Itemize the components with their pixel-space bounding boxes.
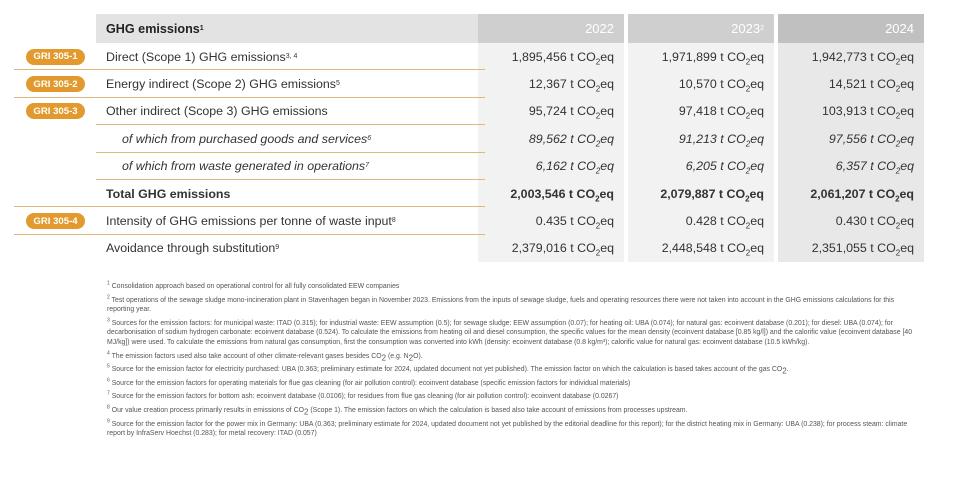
value-2022: 95,724 t $CO_2eq$	[478, 98, 624, 125]
gri-badge: GRI 305-4	[26, 213, 85, 229]
row-label: Energy indirect (Scope 2) GHG emissions 5	[106, 77, 340, 92]
value-2024: 103,913 t $CO_2eq$	[778, 98, 924, 125]
footnote-4: $^4$ The emission factors used also take account of other climate-relevant gases besides $CO_2$ (e.g. $N_2O$).	[107, 350, 423, 362]
unit-label: t $CO_2eq$	[570, 241, 614, 258]
table-row-scope1	[14, 43, 930, 70]
footnote-6: $^6$ Source for the emission factors for operating materials for flue gas cleaning (for air pollution control): ecoinvent database (specific emission factors for individual materials)	[107, 377, 631, 387]
value-2023: 97,418 t $CO_2eq$	[628, 98, 774, 125]
value-2023: 6,205 t $CO_2eq$	[628, 153, 774, 180]
unit-label: t $CO_2eq$	[870, 131, 914, 149]
row-label: of which from waste generated in operations 7	[122, 159, 370, 174]
value-2022: 2,379,016 t $CO_2eq$	[478, 235, 624, 262]
value-2024: 2,061,207 t $CO_2eq$	[778, 180, 924, 207]
footnote-5: $^5$ Source for the emission factor for electricity purchased: UBA (0.363; preliminary estimate for 2024, updated document not yet published). The emission factor on which the calculation is based takes account of the gas $CO_2$.	[107, 363, 789, 376]
unit-label: t $CO_2eq$	[570, 49, 614, 67]
row-label: Intensity of GHG emissions per tonne of waste input 8	[106, 214, 396, 229]
footnote-2: $^2$ Test operations of the sewage sludge mono-incineration plant in Stavenhagen began in November 2023. Emissions from the inputs of sewage sludge, fuels and operating resources there were not taken into account in the GHG emissions calculations for this reporting year.	[107, 294, 895, 314]
table-row-avoidance	[14, 235, 930, 262]
column-header-2024: 2024	[778, 14, 924, 43]
row-label: Avoidance through substitution 9	[106, 241, 280, 256]
value-2023: 1,971,899 t $CO_2eq$	[628, 43, 774, 70]
unit-label: t $CO_2eq$	[570, 104, 614, 121]
unit-label: t $CO_2eq$	[870, 77, 914, 94]
table-row-intensity	[14, 207, 930, 234]
unit-label: t $CO_2eq$	[720, 49, 764, 67]
value-2024: 1,942,773 t $CO_2eq$	[778, 43, 924, 70]
unit-label: t $CO_2eq$	[568, 186, 614, 204]
row-label: Direct (Scope 1) GHG emissions 3, 4	[106, 49, 298, 64]
table-header-row	[14, 14, 930, 43]
footnote-7: $^7$ Source for the emission factors for bottom ash: ecoinvent database (0.0106); for residues from flue gas cleaning (for air pollution control): ecoinvent database (0.0267)	[107, 391, 619, 401]
unit-label: t $CO_2eq$	[720, 159, 764, 176]
gri-badge: GRI 305-1	[26, 49, 85, 65]
unit-label: t $CO_2eq$	[720, 131, 764, 149]
unit-label: t $CO_2eq$	[868, 186, 914, 204]
row-label: of which from purchased goods and services 6	[122, 131, 372, 146]
unit-label: t $CO_2eq$	[570, 159, 614, 176]
value-2022: 1,895,456 t $CO_2eq$	[478, 43, 624, 70]
unit-label: t $CO_2eq$	[720, 104, 764, 121]
column-header-2022: 2022	[478, 14, 624, 43]
value-2024: 6,357 t $CO_2eq$	[778, 153, 924, 180]
unit-label: t $CO_2eq$	[720, 241, 764, 258]
footnotes	[107, 282, 922, 443]
gri-badge: GRI 305-3	[26, 103, 85, 119]
value-2022: 12,367 t $CO_2eq$	[478, 70, 624, 97]
value-2022: 89,562 t $CO_2eq$	[478, 125, 624, 152]
footnote-9: $^9$ Source for the emission factor for the power mix in Germany: UBA (0.363; preliminary estimate for 2024, updated document not yet published by the editorial deadline for this report); for the district heating mix in Germany: UBA (0.238); for process steam: climate report by InfraServ Hoechst (0.283); for metal recovery: ITAD (0.057)	[107, 418, 908, 438]
unit-label: t $CO_2eq$	[570, 131, 614, 149]
value-2024: 97,556 t $CO_2eq$	[778, 125, 924, 152]
unit-label: t $CO_2eq$	[870, 159, 914, 176]
unit-label: t $CO_2eq$	[720, 214, 764, 231]
gri-badge: GRI 305-2	[26, 76, 85, 92]
unit-label: t $CO_2eq$	[870, 214, 914, 231]
value-2022: 0.435 t $CO_2eq$	[478, 207, 624, 234]
unit-label: t $CO_2eq$	[870, 49, 914, 67]
unit-label: t $CO_2eq$	[870, 104, 914, 121]
footnote-3: $^3$ Sources for the emission factors: for municipal waste: ITAD (0.315); for industrial waste: EEW assumption (0.5); for sewage sludge: EEW assumption (0.07); for heating oil: UBA (0.074); for natural gas: ecoinvent database (0.201); for diesel: UBA (0.074); for decarbonisation of sodium hydrogen carbonate: ecoinvent database (0.524). To calculate the emissions from heating oil and diesel consumption, the specific values for the mean density (ecoinvent database [0.85 kg/l]) and the calorific value (ecoinvent database [40 MJ/kg]) were used. To calculate the emissions from natural gas consumption, first the consumption was converted into kWh (density: ecoinvent database (0.8 kg/m³); calorific value for natural gas: ecoinvent database (10.5 kWh/kg).	[107, 317, 913, 346]
unit-label: t $CO_2eq$	[720, 77, 764, 94]
unit-label: t $CO_2eq$	[570, 77, 614, 94]
value-2024: 14,521 t $CO_2eq$	[778, 70, 924, 97]
ghg-emissions-table	[14, 14, 930, 262]
table-row-total	[14, 180, 930, 207]
value-2022: 2,003,546 t $CO_2eq$	[478, 180, 624, 207]
table-row-waste-generated	[14, 153, 930, 180]
column-header-2023: 2023 2	[628, 14, 774, 43]
unit-label: t $CO_2eq$	[570, 214, 614, 231]
value-2024: 0.430 t $CO_2eq$	[778, 207, 924, 234]
table-row-scope3	[14, 98, 930, 125]
value-2023: 0.428 t $CO_2eq$	[628, 207, 774, 234]
unit-label: t $CO_2eq$	[718, 186, 764, 204]
value-2023: 10,570 t $CO_2eq$	[628, 70, 774, 97]
table-row-scope2	[14, 70, 930, 97]
value-2023: 2,448,548 t $CO_2eq$	[628, 235, 774, 262]
table-row-purchased-goods	[14, 125, 930, 152]
value-2022: 6,162 t $CO_2eq$	[478, 153, 624, 180]
row-label: Other indirect (Scope 3) GHG emissions	[106, 104, 328, 119]
table-title: GHG emissions 1	[96, 14, 485, 43]
row-label: Total GHG emissions	[106, 186, 231, 201]
value-2024: 2,351,055 t $CO_2eq$	[778, 235, 924, 262]
value-2023: 91,213 t $CO_2eq$	[628, 125, 774, 152]
value-2023: 2,079,887 t $CO_2eq$	[628, 180, 774, 207]
unit-label: t $CO_2eq$	[870, 241, 914, 258]
footnote-8: $^8$ Our value creation process primarily results in emissions of $CO_2$ (Scope 1). The emission factors on which the calculation is based also take account of emissions from processes upstream.	[107, 404, 688, 417]
footnote-1: $^1$ Consolidation approach based on operational control for all fully consolidated EEW companies	[107, 280, 400, 290]
